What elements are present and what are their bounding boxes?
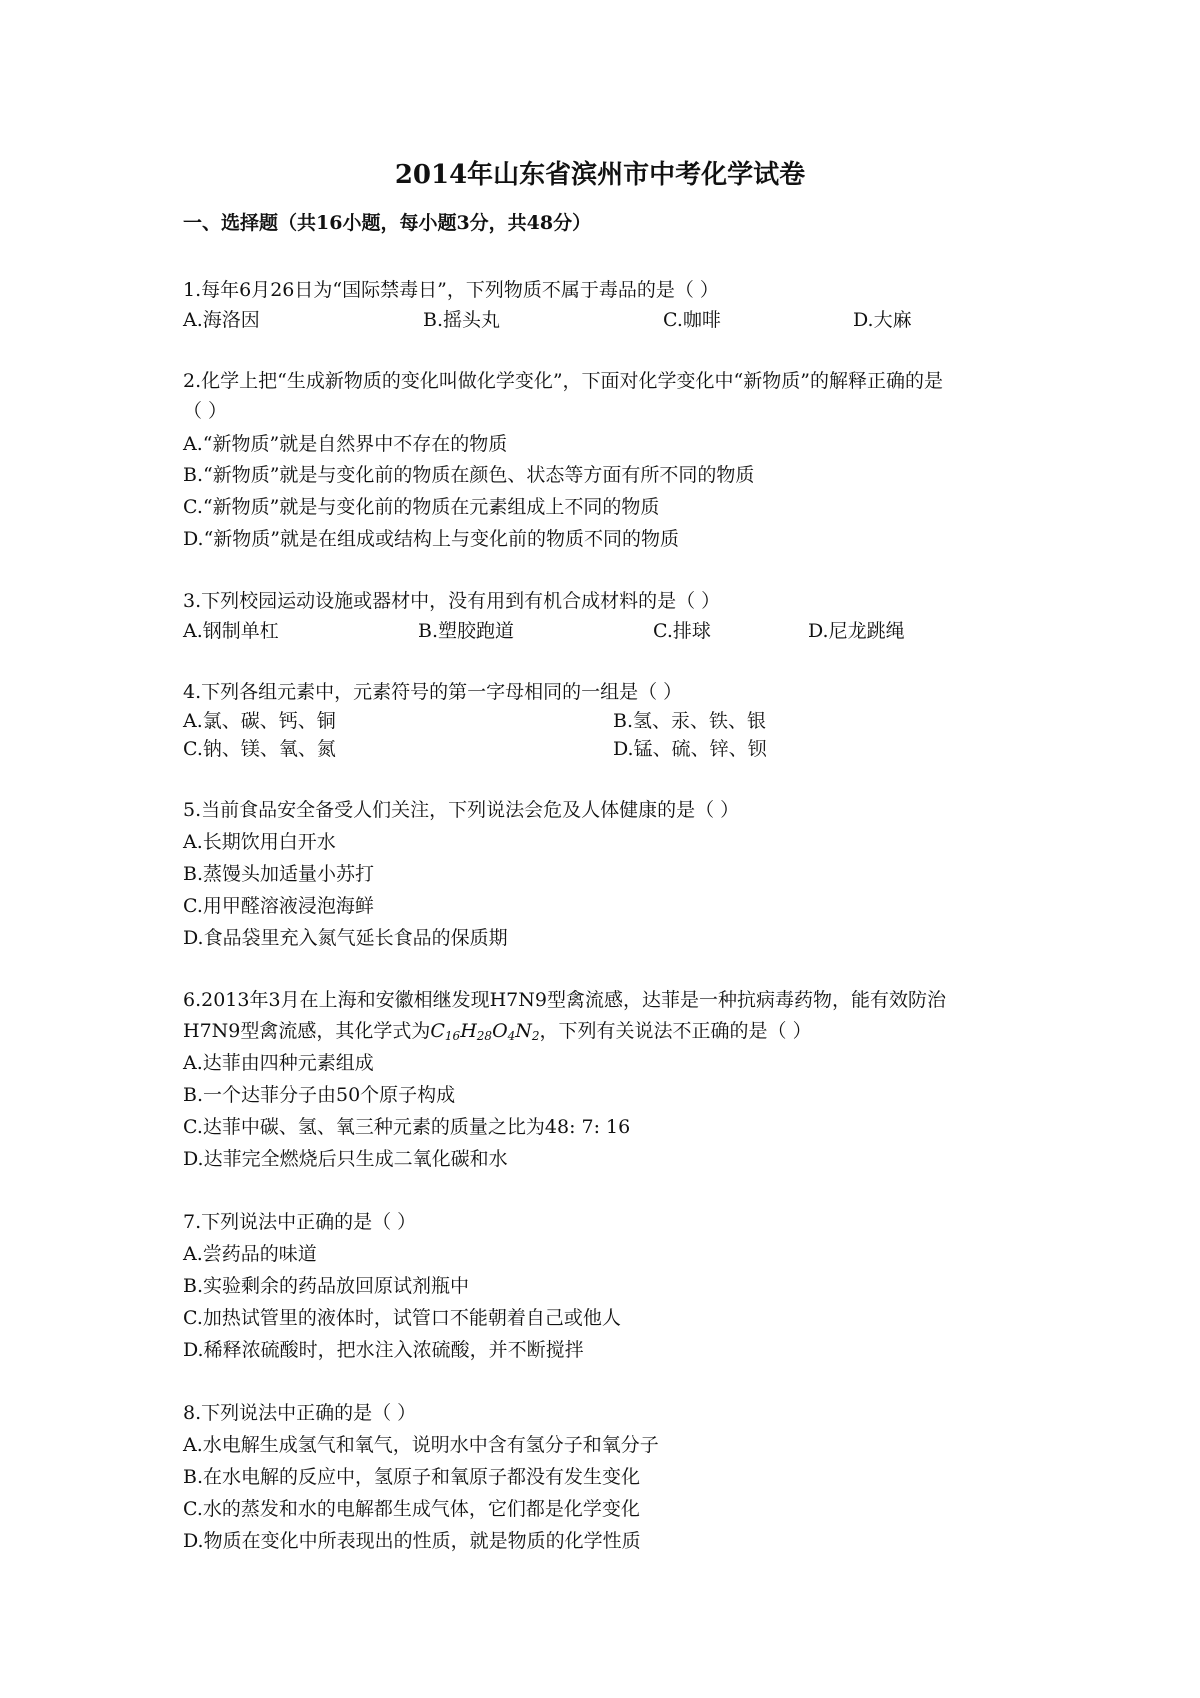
question-6-option-c: C.达菲中碳、氢、氧三种元素的质量之比为48: 7: 16 [183, 1116, 631, 1138]
question-5-stem: 5.当前食品安全备受人们关注，下列说法会危及人体健康的是（ ） [183, 799, 740, 821]
formula-count-o: 4 [507, 1029, 516, 1043]
question-3-option-b: B.塑胶跑道 [418, 620, 515, 642]
question-8-option-d: D.物质在变化中所表现出的性质，就是物质的化学性质 [183, 1530, 641, 1552]
question-7-option-d: D.稀释浓硫酸时，把水注入浓硫酸，并不断搅拌 [183, 1339, 584, 1361]
question-2-option-c: C.“新物质”就是与变化前的物质在元素组成上不同的物质 [183, 496, 660, 518]
question-1-option-c: C.咖啡 [663, 309, 721, 331]
question-4-option-d: D.锰、硫、锌、钡 [613, 738, 767, 760]
question-6-stem-line1: 6.2013年3月在上海和安徽相继发现H7N9型禽流感，达菲是一种抗病毒药物，能有效防治 [183, 989, 946, 1011]
formula-element-c: C [430, 1020, 445, 1042]
question-2-stem-cont: （ ） [183, 400, 228, 422]
question-8-stem: 8.下列说法中正确的是（ ） [183, 1402, 417, 1424]
question-7-option-b: B.实验剩余的药品放回原试剂瓶中 [183, 1275, 470, 1297]
question-6-stem-line2 [183, 1017, 812, 1045]
formula-element-h: H [460, 1020, 477, 1042]
question-8-option-c: C.水的蒸发和水的电解都生成气体，它们都是化学变化 [183, 1498, 640, 1520]
question-6-option-d: D.达菲完全燃烧后只生成二氧化碳和水 [183, 1148, 508, 1170]
question-4-option-b: B.氢、汞、铁、银 [613, 710, 767, 732]
question-6-option-a: A.达菲由四种元素组成 [183, 1052, 374, 1074]
question-8-option-b: B.在水电解的反应中，氢原子和氧原子都没有发生变化 [183, 1466, 641, 1488]
question-1-stem: 1.每年6月26日为“国际禁毒日”，下列物质不属于毒品的是（ ） [183, 279, 719, 301]
formula-count-n: 2 [531, 1029, 540, 1043]
question-5-option-b: B.蒸馒头加适量小苏打 [183, 863, 375, 885]
question-3-option-a: A.钢制单杠 [183, 620, 279, 642]
question-4-option-c: C.钠、镁、氧、氮 [183, 738, 336, 760]
question-3-option-c: C.排球 [653, 620, 711, 642]
question-6-option-b: B.一个达菲分子由50个原子构成 [183, 1084, 456, 1106]
question-5-option-d: D.食品袋里充入氮气延长食品的保质期 [183, 927, 508, 949]
question-2-stem: 2.化学上把“生成新物质的变化叫做化学变化”，下面对化学变化中“新物质”的解释正确的是 [183, 370, 943, 392]
formula-element-o: O [492, 1020, 508, 1042]
formula-count-c: 16 [444, 1029, 461, 1043]
question-3-stem: 3.下列校园运动设施或器材中，没有用到有机合成材料的是（ ） [183, 590, 721, 612]
question-6-stem-line2-pre: H7N9型禽流感，其化学式为 [183, 1020, 431, 1042]
question-1-option-a: A.海洛因 [183, 309, 260, 331]
question-6-stem-line2-post: ，下列有关说法不正确的是（ ） [539, 1020, 812, 1042]
question-3-option-d: D.尼龙跳绳 [808, 620, 905, 642]
chemical-formula [430, 1020, 539, 1042]
formula-count-h: 28 [476, 1029, 493, 1043]
question-2-option-a: A.“新物质”就是自然界中不存在的物质 [183, 433, 508, 455]
question-4-stem: 4.下列各组元素中，元素符号的第一字母相同的一组是（ ） [183, 681, 683, 703]
question-7-option-c: C.加热试管里的液体时，试管口不能朝着自己或他人 [183, 1307, 621, 1329]
question-5-option-a: A.长期饮用白开水 [183, 831, 336, 853]
question-1-option-b: B.摇头丸 [423, 309, 501, 331]
question-7-stem: 7.下列说法中正确的是（ ） [183, 1211, 417, 1233]
section-heading: 一、选择题（共16小题，每小题3分，共48分） [183, 212, 592, 234]
question-2-option-d: D.“新物质”就是在组成或结构上与变化前的物质不同的物质 [183, 528, 680, 550]
formula-element-n: N [515, 1020, 532, 1042]
question-5-option-c: C.用甲醛溶液浸泡海鲜 [183, 895, 374, 917]
question-4-option-a: A.氯、碳、钙、铜 [183, 710, 336, 732]
question-7-option-a: A.尝药品的味道 [183, 1243, 317, 1265]
question-1-option-d: D.大麻 [853, 309, 912, 331]
question-8-option-a: A.水电解生成氢气和氧气，说明水中含有氢分子和氧分子 [183, 1434, 659, 1456]
exam-title: 2014年山东省滨州市中考化学试卷 [394, 160, 806, 190]
question-2-option-b: B.“新物质”就是与变化前的物质在颜色、状态等方面有所不同的物质 [183, 464, 755, 486]
